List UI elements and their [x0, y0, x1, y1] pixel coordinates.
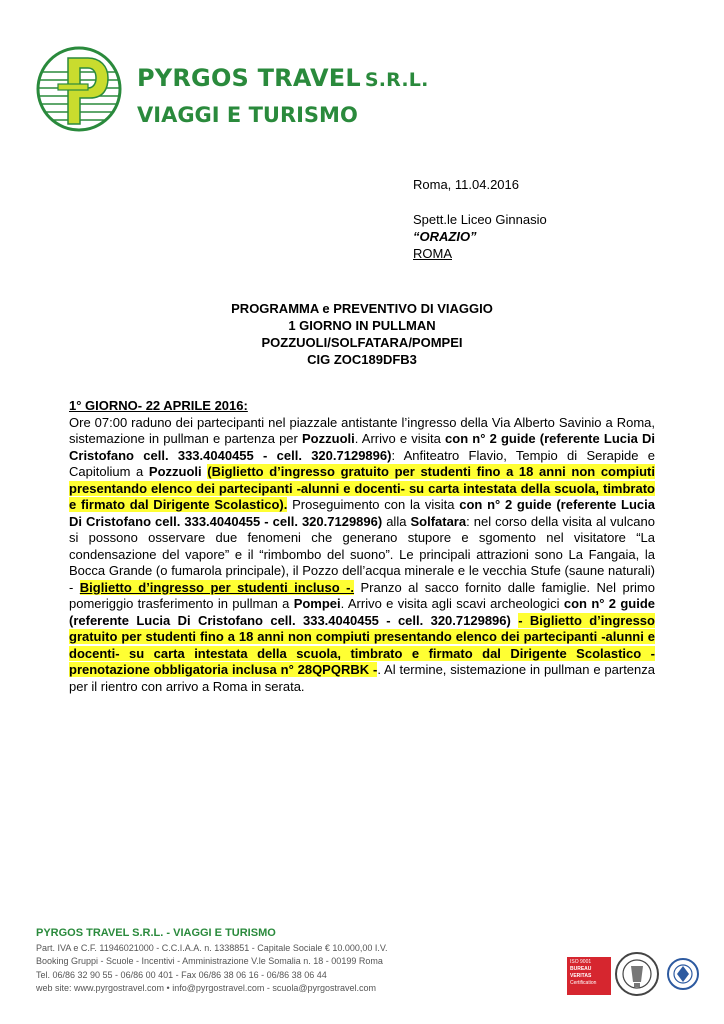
- company-tagline: VIAGGI E TURISMO: [137, 103, 358, 127]
- program-text: Ore 07:00 raduno dei partecipanti nel piazzale antistante l’ingresso della Via Alberto Savinio a Roma, sistemazione in pullman e partenza per Pozzuoli. Arrivo e visita con n° 2 guide (referente Lucia Di Cristofano cell. 333.4040455 - cell. 320.7129896): Anfiteatro Flavio, Tempio di Serapide e Capitolium a Pozzuoli (Biglietto d’ingresso gratuito per studenti fino a 18 anni non compiuti presentando elenco dei partecipanti -alunni e docenti- su carta intestata della scuola, timbrato e firmato dal Dirigente Scolastico). Proseguimento con la visita con n° 2 guide (referente Lucia Di Cristofano cell. 333.4040455 - cell. 320.7129896) alla Solfatara: nel corso della visita al vulcano si possono osservare due fenomeni che generano stupore e sgomento nel visitatore “La condensazione del vapore” e il “rimbombo del suono”. Le principali attrazioni sono La Fangaia, la Bocca Grande (o fumarola principale), il Pozzo dell’acqua minerale e le vecchia Stufe (saune naturali) - Biglietto d’ingresso per studenti incluso -. Pranzo al sacco fornito dalle famiglie. Nel primo pomeriggio trasferimento in pullman a Pompei. Arrivo e visita agli scavi archeologici con n° 2 guide (referente Lucia Di Cristofano cell. 333.4040455 - cell. 320.7129896) - Biglietto d’ingresso gratuito per studenti fino a 18 anni non compiuti presentando elenco dei partecipanti -alunni e docenti- su carta intestata della scuola, timbrato e firmato dal Dirigente Scolastico - prenotazione obbligatoria inclusa n° 28QPQRBK -. Al termine, sistemazione in pullman e partenza per il rientro con arrivo a Roma in serata.: [69, 414, 656, 694]
- title-line-3: POZZUOLI/SOLFATARA/POMPEI: [261, 335, 463, 350]
- title-line-1: PROGRAMMA e PREVENTIVO DI VIAGGIO: [231, 301, 493, 316]
- footer-heading: PYRGOS TRAVEL S.R.L. - VIAGGI E TURISMO: [36, 927, 276, 939]
- highlight-ticket-pompei: - Biglietto d’ingresso gratuito per studenti fino a 18 anni non compiuti presentando elenco dei partecipanti -alunni e docenti- su carta intestata della scuola, timbrato e firmato dal Dirigente Scolastico - prenotazione obbligatoria inclusa n° 28QPQRBK -: [69, 612, 655, 677]
- bureau-veritas-seal-icon: [614, 951, 660, 997]
- footer: [36, 926, 388, 995]
- recipient-salutation: Spett.le Liceo Ginnasio: [413, 212, 547, 227]
- accredia-seal-icon: [666, 954, 700, 994]
- title-line-2: 1 GIORNO IN PULLMAN: [288, 318, 436, 333]
- company-brand: [137, 64, 429, 129]
- footer-address: Booking Gruppi - Scuole - Incentivi - Amministrazione V.le Somalia n. 18 - 00199 Roma: [36, 956, 383, 967]
- footer-vat: Part. IVA e C.F. 11946021000 - C.C.I.A.A. n. 1338851 - Capitale Sociale € 10.000,00 I.V.: [36, 943, 388, 953]
- footer-web: web site: www.pyrgostravel.com • info@pyrgostravel.com - scuola@pyrgostravel.com: [36, 982, 377, 993]
- program-body: [69, 398, 655, 695]
- place-date: Roma, 11.04.2016: [413, 177, 519, 192]
- highlight-ticket-pozzuoli: (Biglietto d’ingresso gratuito per studenti fino a 18 anni non compiuti presentando elenco dei partecipanti -alunni e docenti- su carta intestata della scuola, timbrato e firmato dal Dirigente Scolastico).: [69, 464, 655, 512]
- title-line-4: CIG ZOC189DFB3: [307, 352, 417, 367]
- highlight-ticket-solfatara: Biglietto d’ingresso per studenti incluso -.: [79, 579, 355, 595]
- recipient-school: “ORAZIO”: [413, 229, 477, 244]
- company-suffix: S.R.L.: [364, 69, 429, 91]
- pyrgos-logo: [36, 46, 122, 132]
- document-title: [0, 300, 724, 368]
- recipient-city: ROMA: [413, 246, 452, 261]
- company-name: PYRGOS TRAVEL: [137, 64, 361, 92]
- footer-phone: Tel. 06/86 32 90 55 - 06/86 00 401 - Fax 06/86 38 06 16 - 06/86 38 06 44: [36, 969, 327, 980]
- iso-certification-badge: ISO 9001 BUREAU VERITAS Certification: [567, 957, 611, 995]
- day-heading: 1° GIORNO- 22 APRILE 2016:: [69, 398, 248, 413]
- recipient-block: [413, 176, 547, 262]
